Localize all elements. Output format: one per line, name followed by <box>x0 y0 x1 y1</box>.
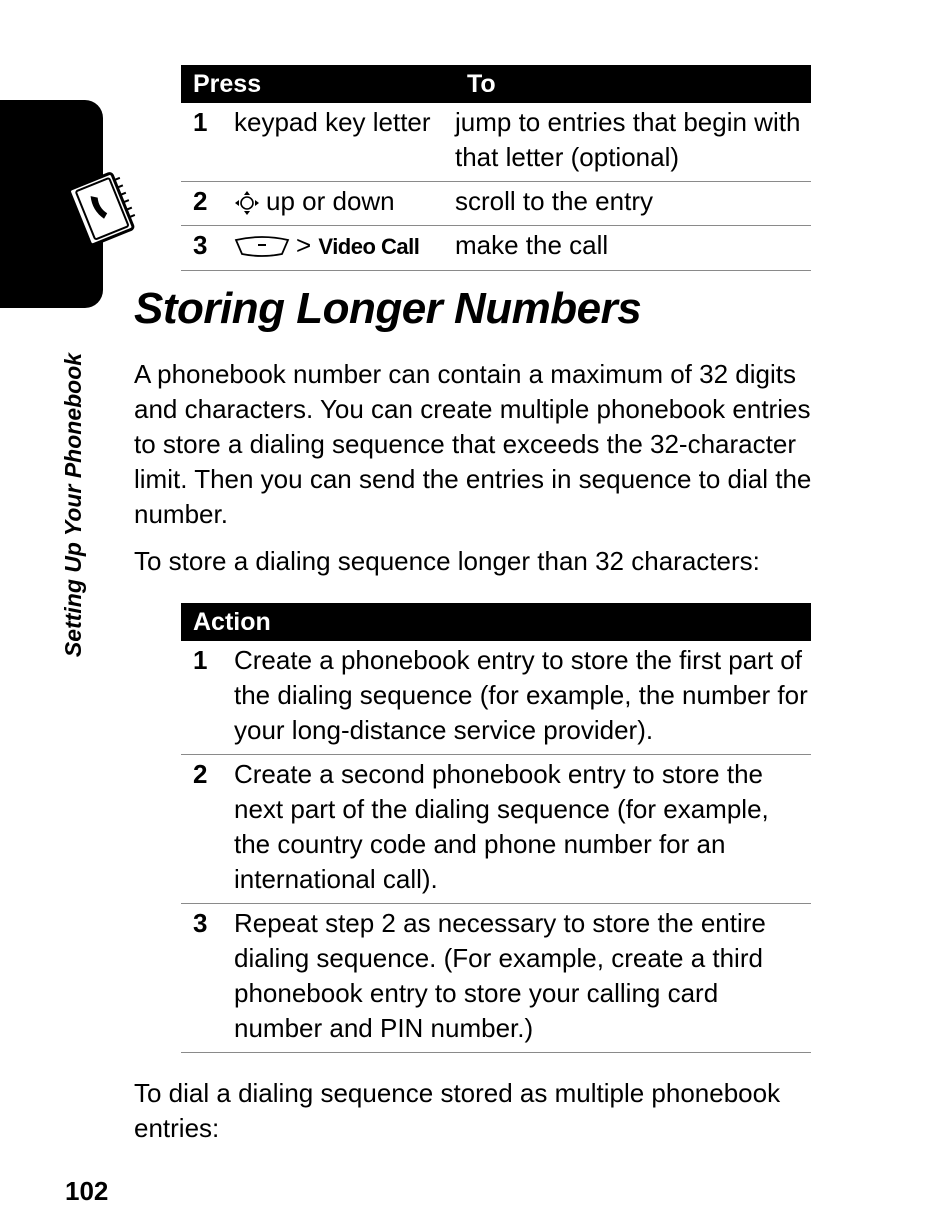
press-cell <box>234 182 455 226</box>
to-cell: jump to entries that begin with that letter (optional) <box>455 103 811 182</box>
action-cell: Create a second phonebook entry to store the next part of the dialing sequence (for example, the country code and phone number for an international call). <box>234 755 811 904</box>
menu-key-icon <box>234 236 290 258</box>
step-number: 2 <box>181 755 234 904</box>
table-header-row <box>181 603 811 641</box>
action-cell: Repeat step 2 as necessary to store the entire dialing sequence. (For example, create a third phonebook entry to store your calling card number and PIN number.) <box>234 904 811 1053</box>
navigation-key-icon <box>234 190 260 216</box>
dial-lead-paragraph: To dial a dialing sequence stored as multiple phonebook entries: <box>134 1078 781 1143</box>
step-number: 2 <box>181 182 234 226</box>
table-row <box>181 904 811 1053</box>
menu-separator: > <box>296 230 312 260</box>
store-lead-paragraph: To store a dialing sequence longer than 32 characters: <box>134 546 760 576</box>
table-row <box>181 182 811 226</box>
to-cell: make the call <box>455 226 811 271</box>
press-text: up or down <box>266 186 395 216</box>
section-side-label: Setting Up Your Phonebook <box>60 352 86 658</box>
column-header-action: Action <box>181 603 811 641</box>
menu-item-video-call: Video Call <box>318 234 420 259</box>
press-cell <box>234 226 455 271</box>
column-header-to: To <box>455 65 811 103</box>
action-table <box>181 603 811 1053</box>
table-row <box>181 226 811 271</box>
press-cell: keypad key letter <box>234 103 455 182</box>
table-header-row <box>181 65 811 103</box>
section-title: Storing Longer Numbers <box>134 284 642 333</box>
column-header-press: Press <box>181 65 455 103</box>
step-number: 3 <box>181 226 234 271</box>
step-number: 1 <box>181 641 234 755</box>
step-number: 1 <box>181 103 234 182</box>
phonebook-icon <box>64 168 144 248</box>
action-cell: Create a phonebook entry to store the first part of the dialing sequence (for example, the number for your long-distance service provider). <box>234 641 811 755</box>
press-to-table <box>181 65 811 271</box>
page-number: 102 <box>65 1176 109 1206</box>
step-number: 3 <box>181 904 234 1053</box>
intro-paragraph: A phonebook number can contain a maximum of 32 digits and characters. You can create multiple phonebook entries to store a dialing sequence that exceeds the 32-character limit. Then you can send the entries in sequence to dial the number. <box>134 359 812 529</box>
table-row <box>181 103 811 182</box>
table-row <box>181 641 811 755</box>
table-row <box>181 755 811 904</box>
to-cell: scroll to the entry <box>455 182 811 226</box>
